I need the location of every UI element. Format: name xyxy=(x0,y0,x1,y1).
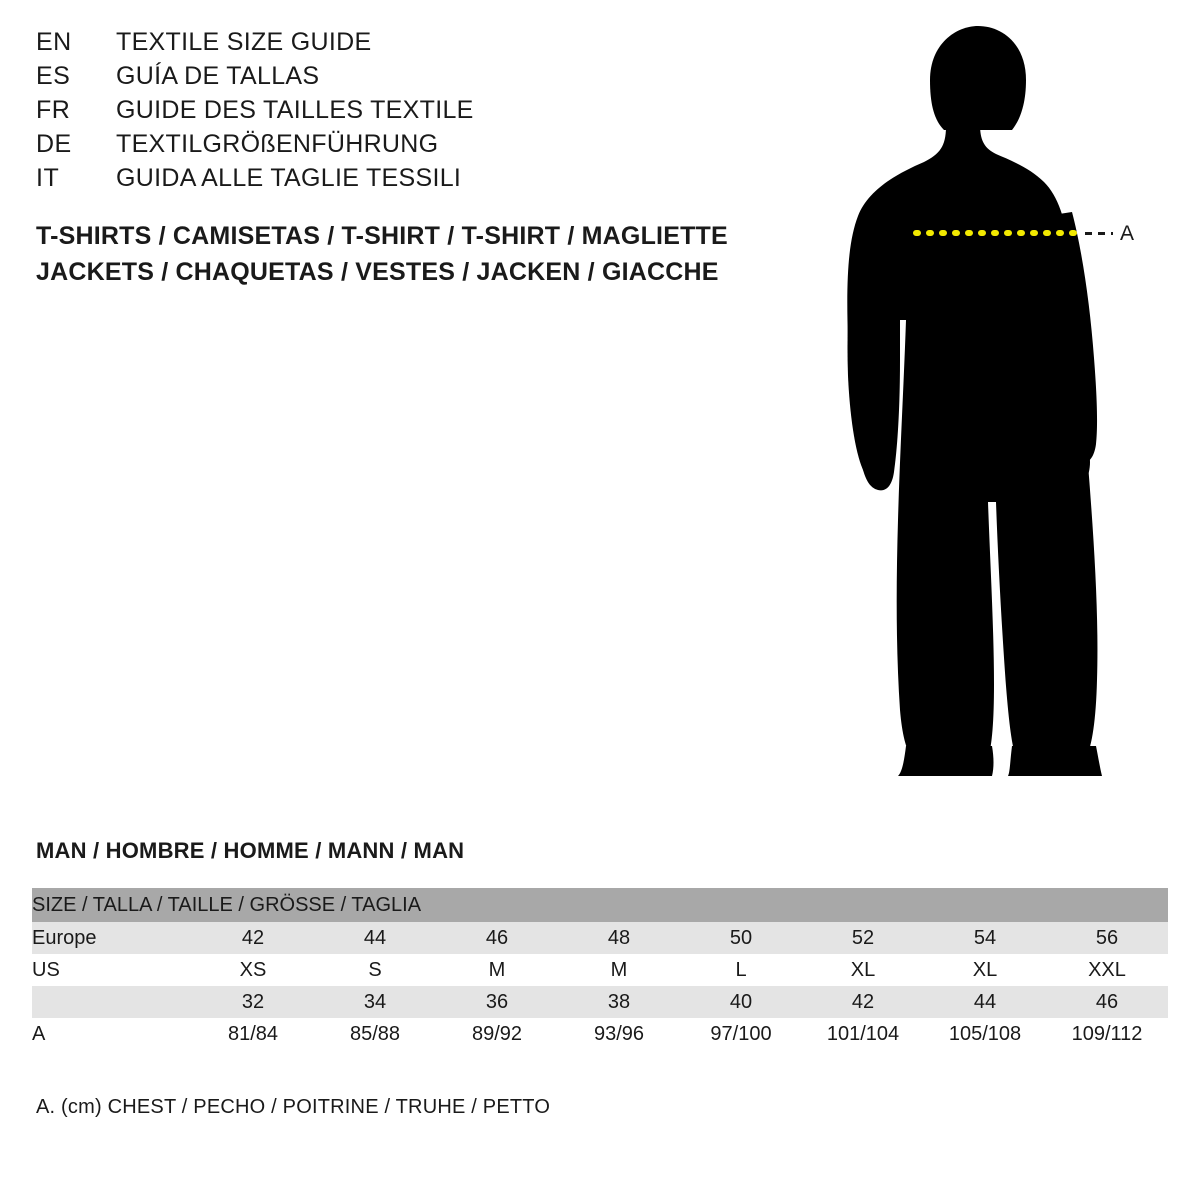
row-label: A xyxy=(32,1018,192,1050)
size-table xyxy=(32,888,1168,1050)
cell: 44 xyxy=(314,922,436,954)
table-row xyxy=(32,922,1168,954)
language-row-it xyxy=(36,164,796,198)
cell: 52 xyxy=(802,922,924,954)
cell: XS xyxy=(192,954,314,986)
language-list xyxy=(36,28,796,198)
language-code: EN xyxy=(36,28,72,56)
cell: 50 xyxy=(680,922,802,954)
silhouette-svg xyxy=(820,20,1180,790)
row-label xyxy=(32,986,192,1018)
cell: 109/112 xyxy=(1046,1018,1168,1050)
language-text: TEXTILE SIZE GUIDE xyxy=(116,28,372,56)
cell: 54 xyxy=(924,922,1046,954)
cell: 36 xyxy=(436,986,558,1018)
garment-line-jackets: JACKETS / CHAQUETAS / VESTES / JACKEN / GIACCHE xyxy=(36,258,719,286)
row-label: US xyxy=(32,954,192,986)
male-silhouette-figure xyxy=(820,20,1180,790)
cell: S xyxy=(314,954,436,986)
garment-line-tshirts: T-SHIRTS / CAMISETAS / T-SHIRT / T-SHIRT / MAGLIETTE xyxy=(36,222,728,250)
language-row-de xyxy=(36,130,796,164)
cell: 89/92 xyxy=(436,1018,558,1050)
language-text: TEXTILGRÖßENFÜHRUNG xyxy=(116,130,439,158)
language-row-fr xyxy=(36,96,796,130)
cell: 40 xyxy=(680,986,802,1018)
cell: M xyxy=(436,954,558,986)
cell: 38 xyxy=(558,986,680,1018)
language-text: GUÍA DE TALLAS xyxy=(116,62,320,90)
language-code: FR xyxy=(36,96,71,124)
language-row-es xyxy=(36,62,796,96)
table-row xyxy=(32,954,1168,986)
cell: 42 xyxy=(192,922,314,954)
cell: XXL xyxy=(1046,954,1168,986)
cell: 56 xyxy=(1046,922,1168,954)
language-code: DE xyxy=(36,130,72,158)
language-text: GUIDA ALLE TAGLIE TESSILI xyxy=(116,164,462,192)
table-header-row xyxy=(32,888,1168,922)
table-row xyxy=(32,986,1168,1018)
row-label: Europe xyxy=(32,922,192,954)
cell: 85/88 xyxy=(314,1018,436,1050)
cell: 42 xyxy=(802,986,924,1018)
garment-types xyxy=(36,218,728,290)
language-text: GUIDE DES TAILLES TEXTILE xyxy=(116,96,474,124)
cell: 44 xyxy=(924,986,1046,1018)
cell: 32 xyxy=(192,986,314,1018)
table-row xyxy=(32,1018,1168,1050)
cell: 34 xyxy=(314,986,436,1018)
cell: 101/104 xyxy=(802,1018,924,1050)
measure-label-a: A xyxy=(1120,222,1135,245)
cell: L xyxy=(680,954,802,986)
footnote-chest: A. (cm) CHEST / PECHO / POITRINE / TRUHE / PETTO xyxy=(36,1096,551,1118)
table-header-label: SIZE / TALLA / TAILLE / GRÖSSE / TAGLIA xyxy=(32,888,1168,922)
language-row-en xyxy=(36,28,796,62)
language-code: IT xyxy=(36,164,60,192)
cell: XL xyxy=(802,954,924,986)
cell: 93/96 xyxy=(558,1018,680,1050)
section-title-man: MAN / HOMBRE / HOMME / MANN / MAN xyxy=(36,838,465,863)
cell: 48 xyxy=(558,922,680,954)
language-code: ES xyxy=(36,62,71,90)
cell: M xyxy=(558,954,680,986)
cell: XL xyxy=(924,954,1046,986)
cell: 46 xyxy=(1046,986,1168,1018)
measure-leader-line xyxy=(1085,232,1113,235)
cell: 46 xyxy=(436,922,558,954)
cell: 97/100 xyxy=(680,1018,802,1050)
cell: 105/108 xyxy=(924,1018,1046,1050)
cell: 81/84 xyxy=(192,1018,314,1050)
